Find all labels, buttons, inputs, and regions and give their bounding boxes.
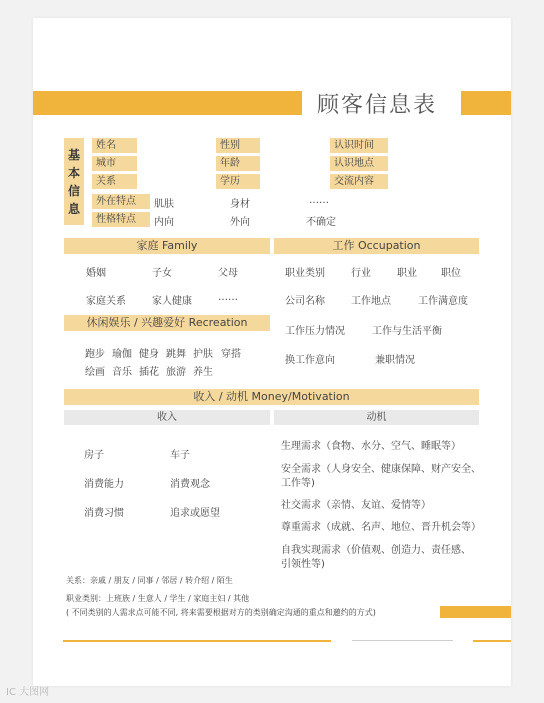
basic-info-label: 基本信息 <box>64 138 84 225</box>
hobby-item: 旅游 <box>166 367 186 378</box>
label-meet-place: 认识地点 <box>330 156 388 171</box>
hobby-item: 绘画 <box>85 367 105 378</box>
family-header: 家庭 Family <box>64 238 270 254</box>
occupation-item: 换工作意向 <box>285 355 335 366</box>
label-name: 姓名 <box>92 138 137 153</box>
occupation-item: 兼职情况 <box>375 355 415 366</box>
hobby-item: 跳舞 <box>166 349 186 360</box>
label-inner-traits: 性格特点 <box>92 212 150 227</box>
page-title: 顾客信息表 <box>317 93 438 118</box>
motivation-item: 工作等) <box>281 478 315 489</box>
label-relation: 关系 <box>92 174 137 189</box>
hobby-item: 瑜伽 <box>112 349 132 360</box>
note-occupation: 职业类别：上班族 / 生意人 / 学生 / 家庭主妇 / 其他 <box>66 594 250 603</box>
family-item: 父母 <box>218 268 238 279</box>
occupation-item: 工作满意度 <box>418 296 468 307</box>
note-relation: 关系：亲戚 / 朋友 / 同事 / 邻居 / 转介绍 / 陌生 <box>66 576 233 585</box>
motivation-item: 社交需求（亲情、友谊、爱情等） <box>281 500 431 511</box>
footer-line-right <box>473 640 511 642</box>
label-city: 城市 <box>92 156 137 171</box>
inner-value-extrovert: 外向 <box>230 217 250 228</box>
income-header: 收入 <box>64 410 270 425</box>
family-item: 家人健康 <box>152 296 192 307</box>
hobby-item: 穿搭 <box>221 349 241 360</box>
family-item: …… <box>218 292 238 303</box>
hobby-item: 健身 <box>139 349 159 360</box>
occupation-item: 职位 <box>441 268 461 279</box>
income-item: 追求或愿望 <box>170 508 220 519</box>
income-item: 消费习惯 <box>84 508 124 519</box>
header-bar-left <box>33 91 302 115</box>
family-item: 婚姻 <box>86 268 106 279</box>
label-age: 年龄 <box>216 156 260 171</box>
label-gender: 性别 <box>216 138 260 153</box>
income-item: 房子 <box>84 450 104 461</box>
occupation-item: 公司名称 <box>285 296 325 307</box>
watermark: IC 大图网 <box>6 687 50 698</box>
family-item: 家庭关系 <box>86 296 126 307</box>
motivation-item: 引领性等) <box>281 559 325 570</box>
note-remark: ( 不同类别的人需求点可能不同, 将来需要根据对方的类别确定沟通的重点和邀约的方式) <box>66 608 376 617</box>
hobby-item: 养生 <box>193 367 213 378</box>
motivation-header: 动机 <box>274 410 479 425</box>
footer-line-left <box>63 640 331 642</box>
label-meet-time: 认识时间 <box>330 138 388 153</box>
label-conversation: 交流内容 <box>330 174 388 189</box>
motivation-item: 生理需求（食物、水分、空气、睡眠等） <box>281 441 461 452</box>
footer-line-mid <box>352 640 453 641</box>
motivation-item: 安全需求（人身安全、健康保障、财产安全、 <box>281 464 481 475</box>
income-item: 消费观念 <box>170 479 210 490</box>
hobby-item: 跑步 <box>85 349 105 360</box>
occupation-item: 工作地点 <box>351 296 391 307</box>
income-item: 车子 <box>170 450 190 461</box>
recreation-header: 休闲娱乐 / 兴趣爱好 Recreation <box>64 315 270 331</box>
motivation-item: 尊重需求（成就、名声、地位、晋升机会等） <box>281 522 481 533</box>
header-bar-right <box>461 91 511 115</box>
hobby-item: 插花 <box>139 367 159 378</box>
inner-value-uncertain: 不确定 <box>306 217 336 228</box>
occupation-item: 行业 <box>351 268 371 279</box>
outer-value-more: …… <box>309 195 329 206</box>
hobby-item: 护肤 <box>193 349 213 360</box>
occupation-header: 工作 Occupation <box>274 238 479 254</box>
occupation-item: 职业 <box>397 268 417 279</box>
hobby-item: 音乐 <box>112 367 132 378</box>
label-education: 学历 <box>216 174 260 189</box>
occupation-item: 工作压力情况 <box>285 326 345 337</box>
family-item: 子女 <box>152 268 172 279</box>
label-outer-traits: 外在特点 <box>92 194 150 209</box>
money-header: 收入 / 动机 Money/Motivation <box>64 389 479 405</box>
outer-value-skin: 肌肤 <box>154 199 174 210</box>
footer-bar-short <box>440 606 511 618</box>
inner-value-introvert: 内向 <box>154 217 174 228</box>
occupation-item: 工作与生活平衡 <box>372 326 442 337</box>
income-item: 消费能力 <box>84 479 124 490</box>
occupation-item: 职业类别 <box>285 268 325 279</box>
outer-value-figure: 身材 <box>230 199 250 210</box>
motivation-item: 自我实现需求（价值观、创造力、责任感、 <box>281 545 471 556</box>
